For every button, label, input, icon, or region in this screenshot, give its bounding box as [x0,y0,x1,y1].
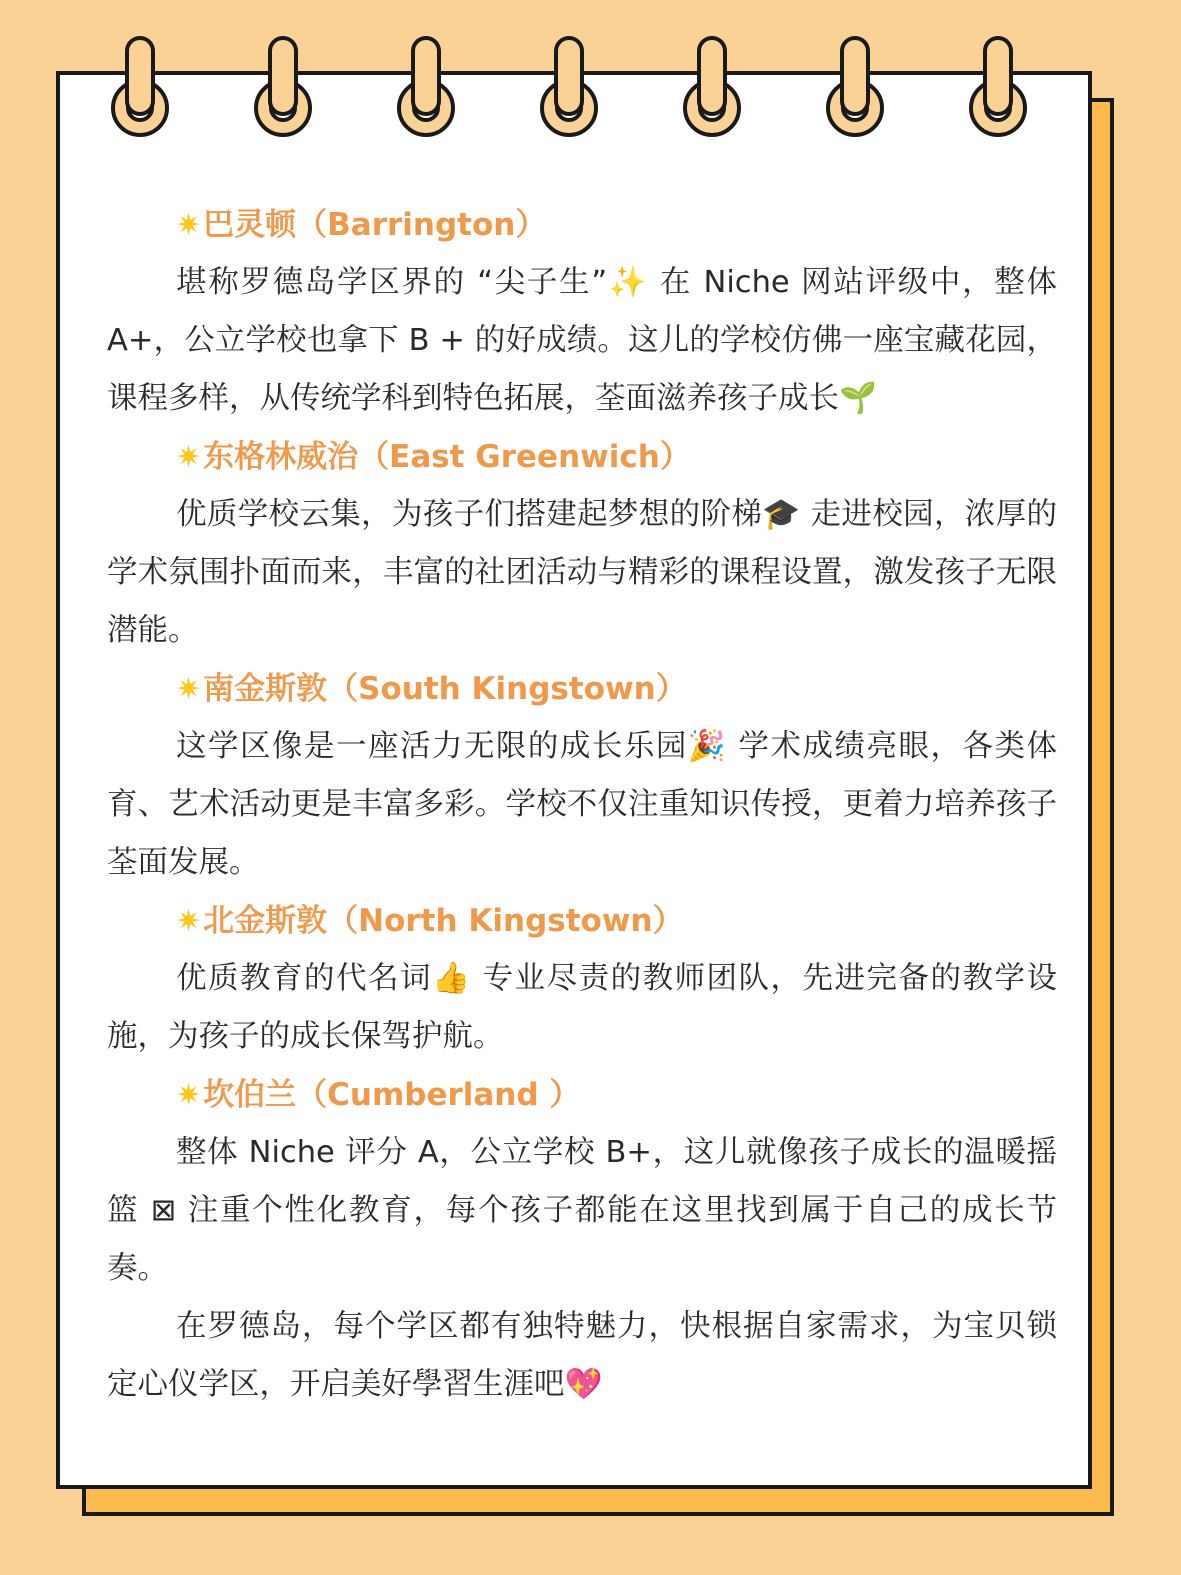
section-heading: ✷东格林威治（East Greenwich） [176,439,691,475]
section-heading: ✷南金斯敦（South Kingstown） [176,671,687,707]
star-icon: ✷ [176,904,202,939]
section-south-kingstown [107,660,1057,892]
section-body: 优质教育的代名词👍 专业尽责的教师团队，先进完备的教学设施，为孩子的成长保驾护航。 [107,961,1057,1054]
binder-rings [0,0,1181,160]
section-east-greenwich [107,428,1057,660]
section-body: 优质学校云集，为孩子们搭建起梦想的阶梯🎓 走进校园，浓厚的学术氛围扑面而来，丰富的社团活动与精彩的课程设置，激发孩子无限潜能。 [107,497,1057,648]
binder-ring-icon [971,38,1025,135]
binder-ring-icon [113,38,167,135]
star-icon: ✷ [176,208,202,243]
star-icon: ✷ [176,1078,202,1113]
section-barrington [107,196,1057,428]
section-heading: ✷坎伯兰（Cumberland ） [176,1077,581,1113]
star-icon: ✷ [176,440,202,475]
star-icon: ✷ [176,672,202,707]
section-body: 整体 Niche 评分 A，公立学校 B+，这儿就像孩子成长的温暖摇篮 ⊠ 注重个性化教育，每个孩子都能在这里找到属于自己的成长节奏。 [107,1135,1057,1286]
section-north-kingstown [107,892,1057,1066]
binder-ring-icon [399,38,453,135]
notepad-content [107,196,1057,1414]
section-heading: ✷北金斯敦（North Kingstown） [176,903,684,939]
binder-ring-icon [685,38,739,135]
binder-ring-icon [828,38,882,135]
section-body: 堪称罗德岛学区界的 “尖子生”✨ 在 Niche 网站评级中，整体 A+，公立学校也拿下 B + 的好成绩。这儿的学校仿佛一座宝藏花园，课程多样，从传统学科到特色拓展，荃面滋养孩子成长🌱 [107,265,1057,416]
section-heading: ✷巴灵顿（Barrington） [176,207,547,243]
binder-ring-icon [542,38,596,135]
section-body: 这学区像是一座活力无限的成长乐园🎉 学术成绩亮眼，各类体育、艺术活动更是丰富多彩。学校不仅注重知识传授，更着力培养孩子荃面发展。 [107,729,1057,880]
closing-paragraph: 在罗德岛，每个学区都有独特魅力，快根据自家需求，为宝贝锁定心仪学区，开启美好學習生涯吧💖 [107,1309,1057,1402]
binder-ring-icon [256,38,310,135]
section-cumberland [107,1066,1057,1298]
